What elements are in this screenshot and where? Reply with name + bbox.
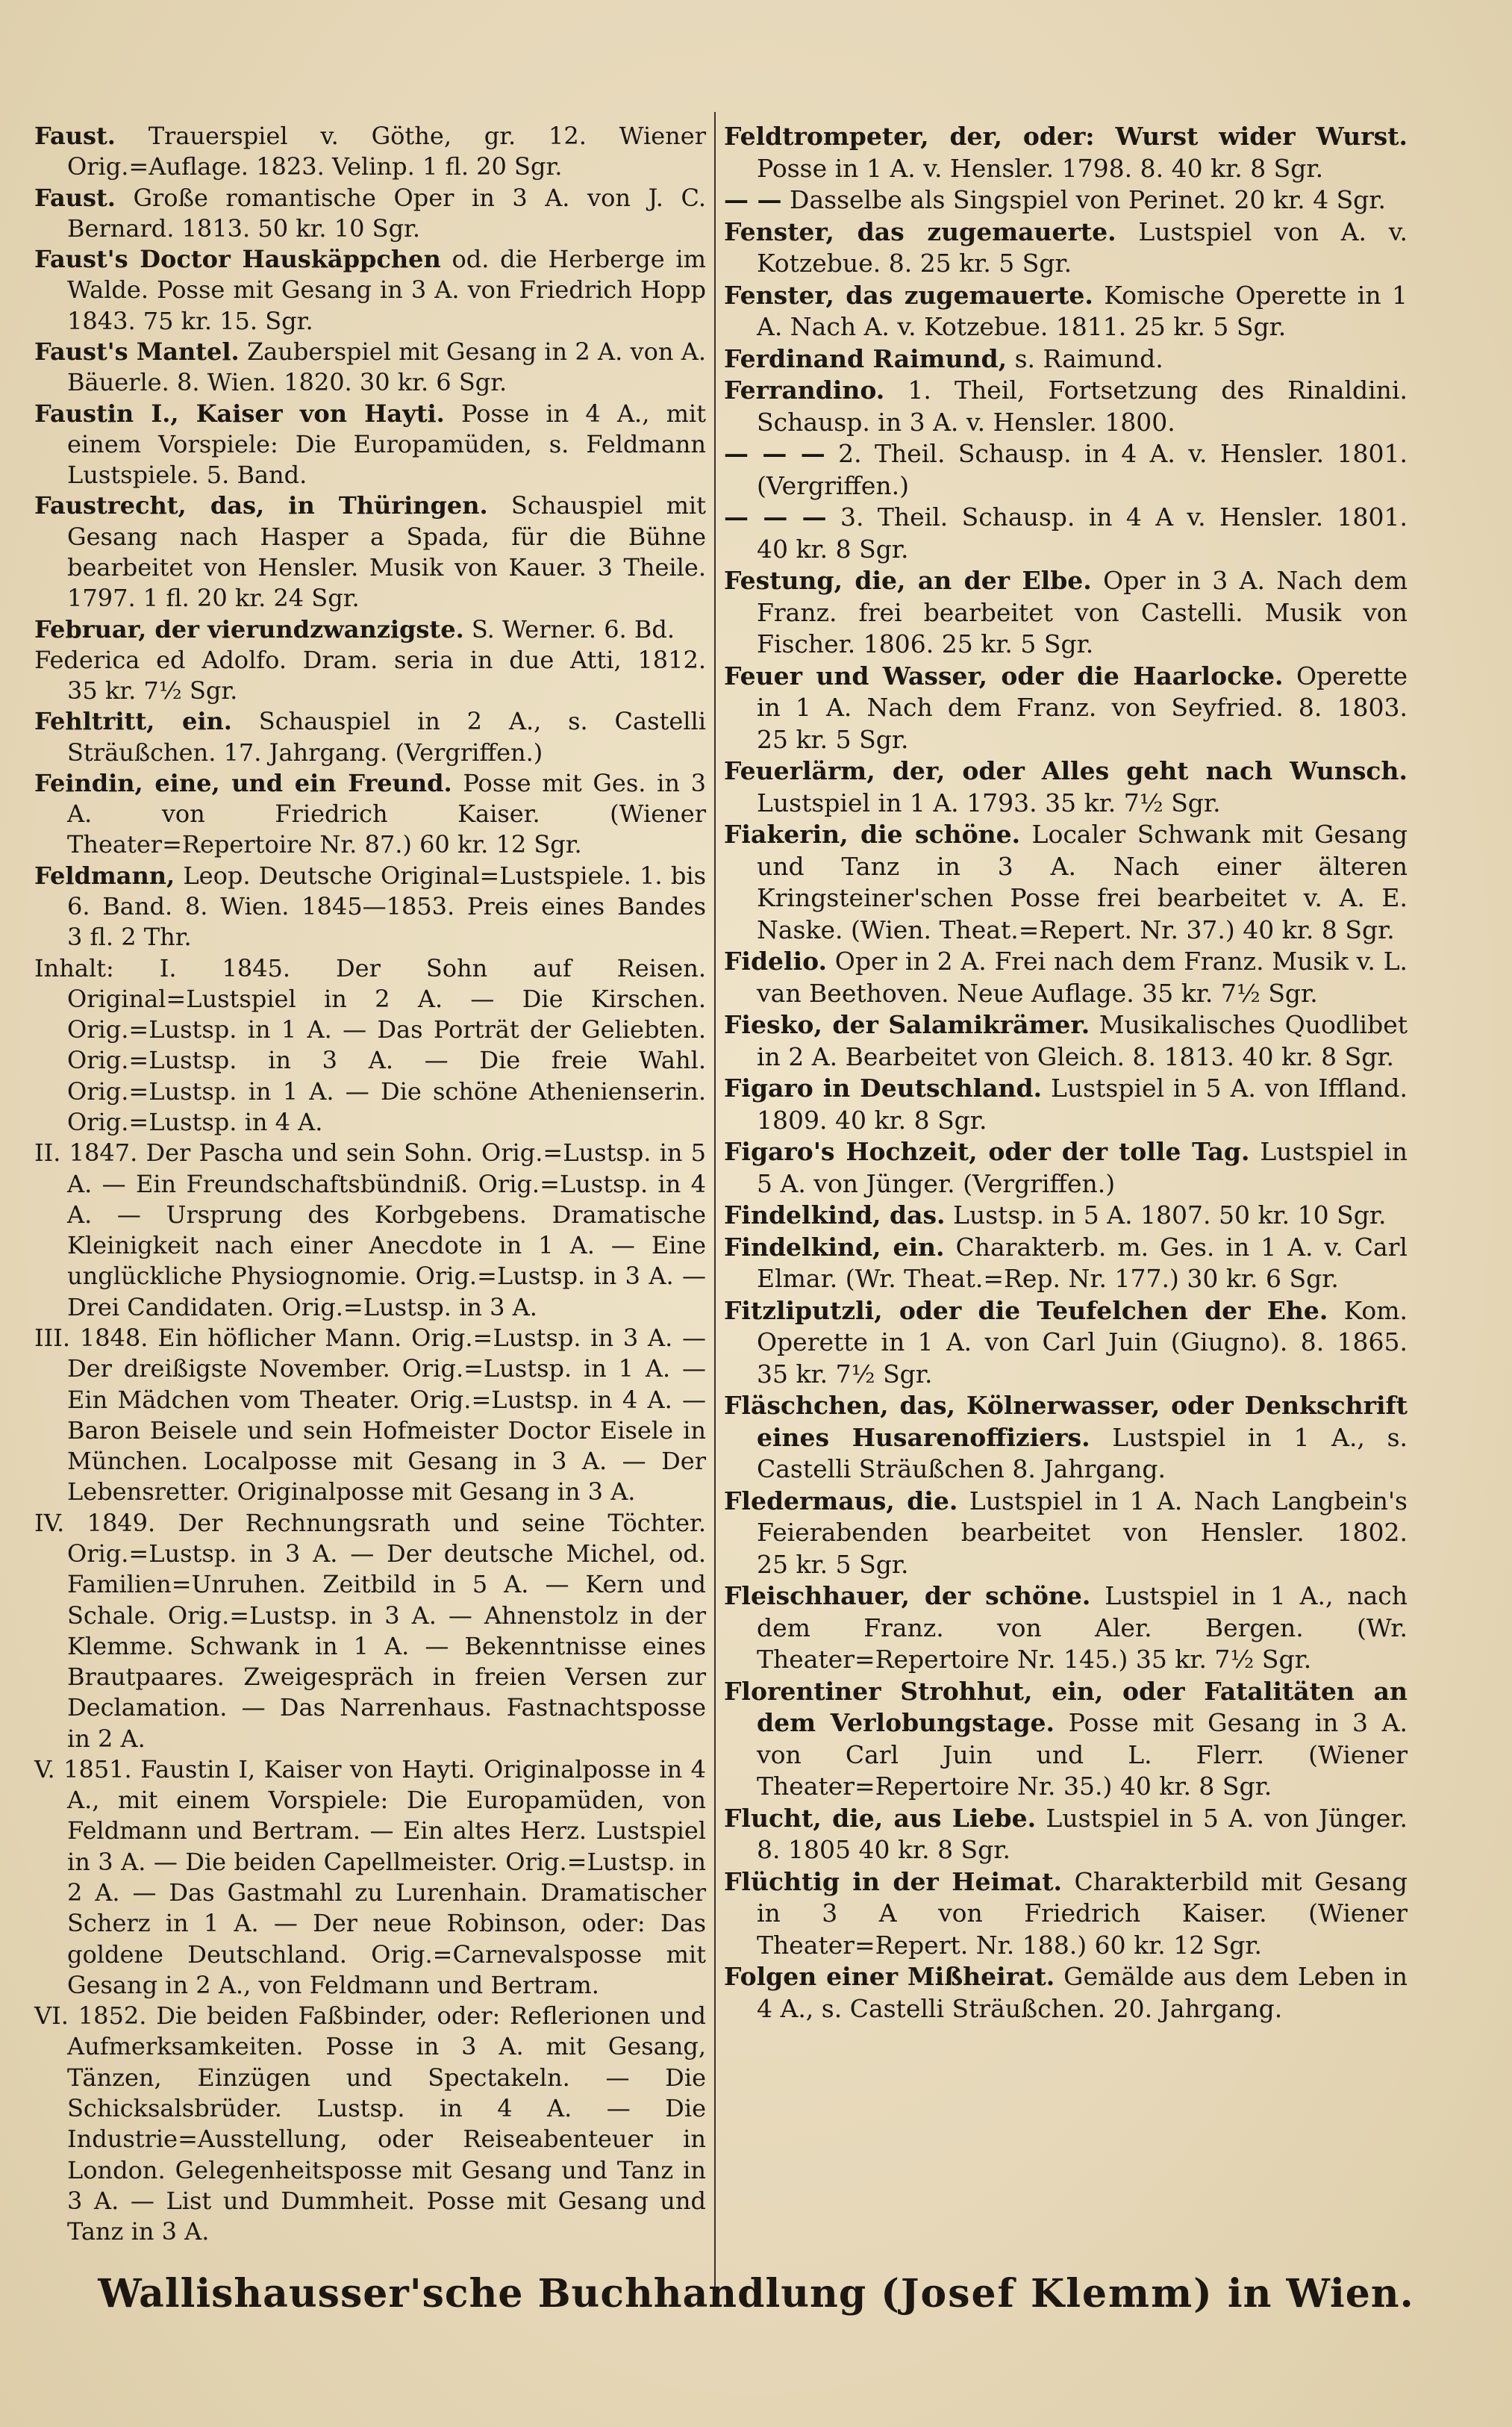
catalog-entry <box>34 244 706 337</box>
entry-price: 40 kr. 8 Sgr. <box>858 1835 1010 1864</box>
volume-text: Die beiden Faßbinder, oder: Reflerionen und Aufmerksamkeiten. Posse in 3 A. mit Gesang, Tänzen, Einzügen und Spectakeln. — Die Schicksalsbrüder. Lustsp. in 4 A. — Die Industrie=Ausstellung, oder Reiseabenteuer in London. Gelegenheitsposse mit Gesang und Tanz in 3 A. — List und Dummheit. Posse mit Gesang und Tanz in 3 A. <box>67 2001 707 2246</box>
entry-title: Feuer und Wasser, oder die Haarlocke. <box>724 661 1284 691</box>
publisher-footer <box>0 2271 1512 2317</box>
catalog-entry <box>724 1803 1408 1866</box>
entry-price: 1 fl. 20 kr. 24 Sgr. <box>143 584 360 613</box>
volume-text: Faustin I, Kaiser von Hayti. Originalposse in 4 A., mit einem Vorspiele: Die Europamüden, von Feldmann und Bertram. — Ein altes Herz. Lustspiel in 3 A. — Die beiden Capellmeister. Orig.=Lustsp. in 2 A. — Das Gastmahl zu Lurenhain. Dramatischer Scherz in 1 A. — Der neue Robinson, oder: Das goldene Deutschland. Orig.=Carnevalsposse mit Gesang in 2 A., von Feldmann und Bertram. <box>67 1754 707 1999</box>
entry-title: Festung, die, an der Elbe. <box>724 566 1092 595</box>
entry-description: 3. Theil. Schausp. in 4 A v. Hensler. 1801. <box>840 502 1408 532</box>
entry-title: — — — <box>724 439 825 468</box>
entry-title: Fehltritt, ein. <box>34 707 232 736</box>
volume-text: Ein höflicher Mann. Orig.=Lustsp. in 3 A. — Der dreißigste November. Orig.=Lustsp. in 1 A. — Ein Mädchen vom Theater. Orig.=Lustsp. in 4 A. — Baron Beisele und sein Hofmeister Doctor Eisele in München. Localposse mit Gesang in 3 A. — Der Lebensretter. Originalposse mit Gesang in 3 A. <box>67 1323 707 1507</box>
catalog-entry <box>724 819 1408 946</box>
entry-title: Flucht, die, aus Liebe. <box>724 1803 1037 1833</box>
catalog-entry <box>724 184 1408 216</box>
entry-price: 40 kr. 8 Sgr. <box>1242 1041 1394 1071</box>
entry-description: Gemälde aus dem Leben in 4 A., s. Castelli Sträußchen. 20. Jahrgang. <box>757 1962 1408 2023</box>
entry-description: Localer Schwank mit Gesang und Tanz in 3 A. Nach einer älteren Kringsteiner'schen Posse frei bearbeitet v. A. E. Naske. (Wien. Theat.=Repert. Nr. 37.) <box>757 820 1408 944</box>
entry-description: Musikalisches Quodlibet in 2 A. Bearbeitet von Gleich. 8. 1813. <box>757 1010 1408 1071</box>
entry-title: Folgen einer Mißheirat. <box>724 1962 1055 1991</box>
publisher-name: Wallishausser'sche Buchhandlung <box>98 2271 867 2317</box>
entry-description: Oper in 3 A. Nach dem Franz. frei bearbeitet von Castelli. Musik von Fischer. 1806. <box>757 566 1408 658</box>
volume-text: Der Sohn auf Reisen. Original=Lustspiel in 2 A. — Die Kirschen. Orig.=Lustsp. in 1 A. — Das Porträt der Geliebten. Orig.=Lustsp. in 3 A. — Die freie Wahl. Orig.=Lustsp. in 1 A. — Die schöne Athenienserin. Orig.=Lustsp. in 4 A. <box>67 953 706 1136</box>
entry-price: 35 kr. 7½ Sgr. <box>1142 978 1318 1008</box>
entry-price: 30 kr. 6 Sgr. <box>1187 1264 1339 1293</box>
entry-price: 25 kr. 5 Sgr. <box>941 629 1094 658</box>
catalog-entry <box>724 1961 1408 2025</box>
entry-title: Findelkind, das. <box>724 1200 946 1230</box>
catalog-entry <box>34 861 706 953</box>
entry-price: 35 kr. 7½ Sgr. <box>67 676 238 705</box>
entry-title: Figaro in Deutschland. <box>724 1074 1043 1103</box>
catalog-entry <box>724 1676 1408 1803</box>
entry-price: 35 kr. 7½ Sgr. <box>1045 788 1221 817</box>
catalog-entry <box>724 1200 1408 1232</box>
entry-title: Feindin, eine, und ein Freund. <box>34 768 452 797</box>
volume-label: III. 1848. <box>34 1323 158 1352</box>
catalog-entry <box>724 280 1408 343</box>
entry-price: 60 kr. 12 Sgr. <box>419 830 582 859</box>
entry-title: Fläschchen, das, Kölnerwasser, oder Denkschrift eines Husarenoffiziers. <box>724 1391 1408 1452</box>
entry-title: — — <box>724 185 782 214</box>
catalog-entry <box>724 755 1408 819</box>
entry-title: Feldtrompeter, der, oder: Wurst wider Wurst. <box>724 122 1408 151</box>
right-column <box>724 121 1408 2025</box>
entry-description: s. Raimund. <box>1014 343 1163 373</box>
catalog-entry <box>724 343 1408 376</box>
entry-price: 30 kr. 6 Sgr. <box>359 368 507 397</box>
catalog-entry <box>34 121 706 183</box>
entry-title: Faust. <box>34 122 116 150</box>
entry-description: Posse in 4 A., mit einem Vorspiele: Die Europamüden, s. Feldmann Lustspiele. 5. Band. <box>67 399 707 490</box>
entry-description: Zauberspiel mit Gesang in 2 A. von A. Bäuerle. 8. Wien. 1820. <box>67 337 706 397</box>
volume-label: IV. 1849. <box>34 1508 178 1537</box>
entry-description: Komische Operette in 1 A. Nach A. v. Kotzebue. 1811. <box>757 280 1408 341</box>
entry-price: 40 kr. 8 Sgr. <box>757 534 909 564</box>
entry-description: Operette in 1 A. Nach dem Franz. von Seyfried. 8. 1803. <box>757 661 1408 722</box>
entry-description: Lustspiel in 5 A. von Iffland. 1809. <box>757 1074 1408 1135</box>
volume-contents <box>34 1138 706 1323</box>
catalog-entry <box>34 399 706 491</box>
volume-text: Der Pascha und sein Sohn. Orig.=Lustsp. in 5 A. — Ein Freundschaftsbündniß. Orig.=Lustsp. in 4 A. — Ursprung des Korbgebens. Dramatische Kleinigkeit nach einer Anecdote in 1 A. — Eine unglückliche Physiognomie. Orig.=Lustsp. in 3 A. — Drei Candidaten. Orig.=Lustsp. in 3 A. <box>67 1138 707 1321</box>
catalog-entry <box>724 1866 1408 1962</box>
volume-label: II. 1847. <box>34 1138 146 1168</box>
catalog-entry <box>34 768 706 861</box>
entry-title: Faustrecht, das, in Thüringen. <box>34 491 488 520</box>
entry-description: S. Werner. 6. Bd. <box>471 614 675 644</box>
entry-description: 2. Theil. Schausp. in 4 A. v. Hensler. 1801. <box>838 439 1408 468</box>
entry-price: 25 kr. 5 Sgr. <box>757 724 909 754</box>
volume-contents <box>34 1323 706 1508</box>
entry-title: Feldmann, <box>34 861 175 890</box>
catalog-entry <box>34 645 706 707</box>
entry-title: Ferrandino. <box>724 376 885 405</box>
catalog-entry <box>724 216 1408 280</box>
entry-description: Lustspiel in 1 A. Nach Langbein's Feierabenden bearbeitet von Hensler. 1802. <box>757 1486 1408 1547</box>
catalog-entry <box>34 614 706 645</box>
entry-price: 3 fl. 2 Thr. <box>67 923 192 952</box>
entry-title: Fenster, das zugemauerte. <box>724 280 1093 310</box>
catalog-entry <box>724 1073 1408 1136</box>
catalog-entry <box>724 438 1408 502</box>
entry-description: Federica ed Adolfo. Dram. seria in due Atti, 1812. <box>34 645 706 674</box>
entry-price: 35 kr. 7½ Sgr. <box>1135 1645 1312 1674</box>
entry-description: Lustspiel in 1 A., nach dem Franz. von Aler. Bergen. (Wr. Theater=Repertoire Nr. 145.) <box>757 1581 1408 1674</box>
entry-price: 60 kr. 12 Sgr. <box>1094 1930 1263 1960</box>
catalog-entry <box>724 1295 1408 1391</box>
entry-description: Lustspiel von A. v. Kotzebue. 8. <box>757 216 1408 278</box>
volume-contents <box>34 2001 706 2247</box>
entry-title: — — — <box>724 502 827 532</box>
entry-description: Posse mit Ges. in 3 A. von Friedrich Kaiser. (Wiener Theater=Repertoire Nr. 87.) <box>67 768 707 859</box>
entry-description: Lustsp. in 5 A. 1807. <box>953 1200 1211 1230</box>
catalog-entry <box>724 502 1408 565</box>
entry-price: (Vergriffen.) <box>963 1168 1116 1198</box>
entry-description: Posse mit Gesang in 3 A. von Carl Juin und L. Flerr. (Wiener Theater=Repertoire Nr. 35.) <box>757 1708 1408 1801</box>
volume-text: Der Rechnungsrath und seine Töchter. Orig.=Lustsp. in 3 A. — Der deutsche Michel, od. Familien=Unruhen. Zeitbild in 5 A. — Kern und Schale. Orig.=Lustsp. in 3 A. — Ahnenstolz in der Klemme. Schwank in 1 A. — Bekenntnisse eines Brautpaares. Zweigespräch in freien Versen zur Declamation. — Das Narrenhaus. Fastnachtsposse in 2 A. <box>67 1508 707 1753</box>
catalog-entry <box>34 706 706 768</box>
catalog-entry <box>724 1390 1408 1486</box>
entry-price: 50 kr. 10 Sgr. <box>1219 1200 1387 1230</box>
entry-price: 75 kr. 15. Sgr. <box>143 306 313 335</box>
entry-description: Lustspiel in 1 A. 1793. <box>757 788 1037 817</box>
catalog-entry <box>724 1009 1408 1073</box>
entry-title: Ferdinand Raimund, <box>724 343 1008 373</box>
entry-description: Große romantische Oper in 3 A. von J. C. Bernard. 1813. <box>67 183 707 243</box>
left-column <box>34 121 706 2247</box>
catalog-entry <box>724 121 1408 184</box>
entry-price: 40 kr. 8 Sgr. <box>1171 153 1324 183</box>
entry-description: Trauerspiel v. Göthe, gr. 12. Wiener Orig.=Auflage. 1823. <box>67 122 706 181</box>
entry-price: 25 kr. 5 Sgr. <box>919 249 1072 278</box>
entry-title: Faust's Doctor Hauskäppchen <box>34 245 441 274</box>
entry-title: Findelkind, ein. <box>724 1232 945 1262</box>
entry-title: Flüchtig in der Heimat. <box>724 1866 1063 1896</box>
entry-title: Faustin I., Kaiser von Hayti. <box>34 399 445 428</box>
entry-price: (Vergriffen.) <box>757 470 910 500</box>
entry-description: Schauspiel in 2 A., s. Castelli Sträußchen. 17. Jahrgang. (Vergriffen.) <box>67 707 707 767</box>
volume-contents <box>34 953 706 1138</box>
entry-title: Fidelio. <box>724 947 828 976</box>
entry-title: Fitzliputzli, oder die Teufelchen der Ehe. <box>724 1295 1328 1325</box>
entry-description: Oper in 2 A. Frei nach dem Franz. Musik v. L. van Beethoven. Neue Auflage. <box>757 947 1408 1008</box>
entry-description: Lustspiel in 5 A. von Jünger. <box>757 1137 1408 1198</box>
volume-label: Inhalt: I. 1845. <box>34 953 336 982</box>
catalog-entry <box>34 183 706 245</box>
entry-price: 20 kr. 4 Sgr. <box>1234 185 1386 214</box>
entry-title: Fledermaus, die. <box>724 1486 958 1515</box>
column-divider <box>714 112 716 2307</box>
catalog-entry <box>724 1136 1408 1200</box>
entry-description: Schauspiel mit Gesang nach Hasper a Spada, für die Bühne bearbeitet von Hensler. Musik von Kauer. 3 Theile. 1797. <box>67 491 706 613</box>
entry-price: 25 kr. 5 Sgr. <box>757 1549 909 1579</box>
entry-description: Charakterb. m. Ges. in 1 A. v. Carl Elmar. (Wr. Theat.=Rep. Nr. 177.) <box>757 1232 1408 1293</box>
entry-description: Leop. Deutsche Original=Lustspiele. 1. bis 6. Band. 8. Wien. 1845—1853. Preis eines Bandes <box>67 861 707 921</box>
catalog-entry <box>724 565 1408 661</box>
entry-description: Kom. Operette in 1 A. von Carl Juin (Giugno). 8. 1865. <box>757 1295 1408 1356</box>
entry-title: Fleischhauer, der schöne. <box>724 1581 1091 1610</box>
catalog-entry <box>724 661 1408 756</box>
catalog-entry <box>724 375 1408 438</box>
catalog-entry <box>34 490 706 614</box>
entry-title: Fenster, das zugemauerte. <box>724 216 1116 246</box>
entry-price: 50 kr. 10 Sgr. <box>257 214 420 243</box>
volume-contents <box>34 1754 706 2001</box>
entry-title: Figaro's Hochzeit, oder der tolle Tag. <box>724 1137 1250 1166</box>
catalog-entry <box>34 337 706 399</box>
entry-price: Velinp. 1 fl. 20 Sgr. <box>331 152 563 181</box>
entry-title: Februar, der vierundzwanzigste. <box>34 614 464 644</box>
publisher-city: in Wien. <box>1227 2271 1414 2317</box>
volume-label: VI. 1852. <box>34 2001 157 2031</box>
entry-description: Lustspiel in 1 A., s. Castelli Sträußchen 8. Jahrgang. <box>757 1422 1408 1483</box>
entry-title: Faust's Mantel. <box>34 337 240 366</box>
entry-price: 35 kr. 7½ Sgr. <box>757 1359 933 1389</box>
catalog-entry <box>724 1580 1408 1676</box>
entry-description: Dasselbe als Singspiel von Perinet. <box>790 185 1226 214</box>
entry-title: Florentiner Strohhut, ein, oder Fatalitäten an dem Verlobungstage. <box>724 1676 1408 1737</box>
volume-contents <box>34 1508 706 1754</box>
publisher-owner: (Josef Klemm) <box>881 2271 1213 2317</box>
entry-price: 40 kr. 8 Sgr. <box>834 1105 987 1135</box>
entry-price: 40 kr. 8 Sgr. <box>1243 915 1395 944</box>
catalog-entry <box>724 1232 1408 1295</box>
entry-title: Fiakerin, die schöne. <box>724 820 1021 849</box>
entry-title: Faust. <box>34 183 116 212</box>
entry-price: 40 kr. 8 Sgr. <box>1119 1772 1272 1801</box>
entry-description: Lustspiel in 5 A. von Jünger. 8. 1805 <box>757 1803 1408 1864</box>
entry-description: Posse in 1 A. v. Hensler. 1798. 8. <box>757 153 1164 183</box>
volume-label: V. 1851. <box>34 1754 141 1783</box>
entry-description: Charakterbild mit Gesang in 3 A von Friedrich Kaiser. (Wiener Theater=Repert. Nr. 188.) <box>757 1866 1408 1960</box>
catalog-entry <box>724 1486 1408 1581</box>
entry-description: 1. Theil, Fortsetzung des Rinaldini. Schausp. in 3 A. v. Hensler. 1800. <box>757 376 1408 437</box>
catalog-entry <box>724 946 1408 1009</box>
entry-description: od. die Herberge im Walde. Posse mit Gesang in 3 A. von Friedrich Hopp 1843. <box>67 245 707 335</box>
entry-title: Fiesko, der Salamikrämer. <box>724 1010 1090 1039</box>
entry-title: Feuerlärm, der, oder Alles geht nach Wunsch. <box>724 756 1408 785</box>
entry-price: 25 kr. 5 Sgr. <box>1134 312 1287 341</box>
